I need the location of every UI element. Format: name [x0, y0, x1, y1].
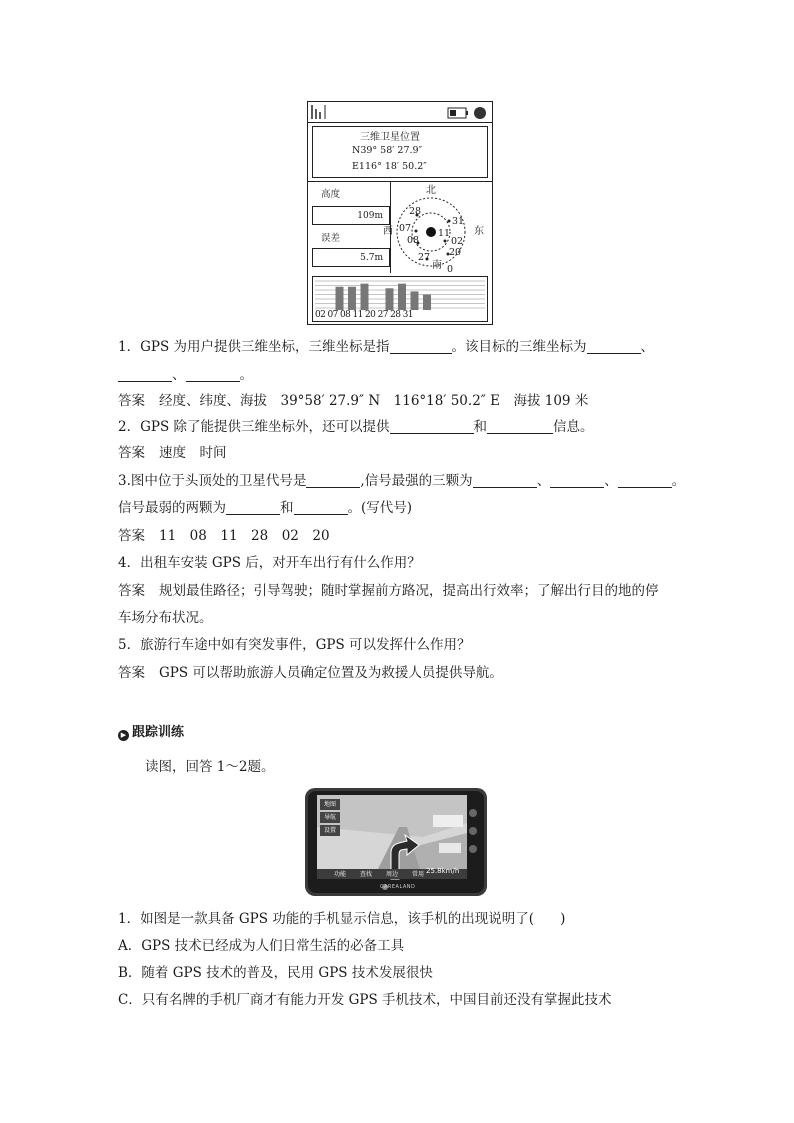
figure-title: 三维卫星位置	[360, 132, 420, 143]
altitude-label: 高度	[321, 189, 341, 200]
blank[interactable]	[186, 367, 240, 382]
mc1-option-a[interactable]: A．GPS 技术已经成为人们日常生活的必备工具	[118, 938, 405, 954]
sat-0: 0	[447, 264, 454, 275]
q2-text: 2．GPS 除了能提供三维坐标外，还可以提供	[118, 419, 390, 435]
gps-satellite-figure	[307, 101, 493, 325]
compass-north: 北	[426, 185, 436, 196]
signal-panel	[312, 276, 488, 322]
q3-text: 。(写代号)	[347, 500, 413, 516]
longitude: E116° 18′ 50.2″	[352, 161, 427, 172]
signal-bar	[386, 288, 394, 310]
sat-27: 27	[418, 252, 431, 263]
blank[interactable]	[473, 473, 537, 488]
nav-speed: 25.8km/h	[426, 867, 460, 875]
answer-4	[118, 582, 659, 600]
q3-text: 、	[536, 473, 551, 489]
status-bar	[308, 102, 492, 123]
question-2	[118, 418, 594, 436]
section-heading	[118, 724, 184, 742]
sat-08: 08	[407, 235, 420, 246]
answer-label: 答案	[118, 445, 145, 461]
nav-menu-common[interactable]: 常用	[412, 871, 425, 878]
play-circle-icon: ▶	[118, 730, 129, 741]
nav-brand: CAREALAND	[380, 884, 416, 890]
signal-bar	[348, 287, 356, 310]
question-5: 5．旅游行车途中如有突发事件，GPS 可以发挥什么作用？	[118, 637, 471, 653]
mc1-stem: )	[560, 911, 566, 927]
nav-menu-function[interactable]: 功能	[334, 871, 347, 878]
answer-text: 11 08 11 28 02 20	[159, 528, 330, 544]
sat-28: 28	[409, 206, 422, 217]
question-4: 4．出租车安装 GPS 后，对开车出行有什么作用？	[118, 555, 421, 571]
question-3	[118, 472, 685, 490]
signal-bar	[398, 284, 406, 310]
nav-menu-navigate[interactable]: 导航	[320, 812, 340, 823]
q1-text: 。	[239, 367, 253, 383]
signal-battery-icon	[308, 102, 492, 122]
section-intro: 读图，回答 1～2题。	[145, 759, 275, 775]
blank[interactable]	[587, 339, 641, 354]
signal-bar	[336, 287, 344, 310]
blank[interactable]	[487, 419, 553, 434]
nav-menu-map[interactable]: 地图	[320, 799, 340, 810]
blank[interactable]	[294, 500, 348, 515]
sat-07: 07	[399, 223, 412, 234]
signal-bar	[361, 284, 369, 310]
blank[interactable]	[550, 473, 604, 488]
blank[interactable]	[118, 367, 172, 382]
compass-south: 南	[432, 260, 442, 271]
q2-text: 和	[473, 419, 487, 435]
nav-side-menu	[320, 799, 340, 836]
q3-text: 和	[280, 500, 294, 516]
answer-label: 答案	[118, 528, 145, 544]
answer-text: 规划最佳路径；引导驾驶；随时掌握前方路况，提高出行效率；了解出行目的地的停	[159, 583, 659, 599]
mc-question-1	[118, 910, 565, 928]
q3-text: 。	[671, 473, 686, 489]
answer-label: 答案	[118, 665, 145, 681]
mc1-option-c[interactable]: C．只有名牌的手机厂商才有能力开发 GPS 手机技术，中国目前还没有掌握此技术	[118, 992, 612, 1008]
bar-axis-labels: 02 07 08 11 20 27 28 31	[315, 310, 413, 320]
blank[interactable]	[618, 473, 672, 488]
sat-11: 11	[438, 228, 451, 239]
answer-text: 经度、纬度、海拔 39°58′ 27.9″ N 116°18′ 50.2″ E 海拔 109 米	[159, 393, 589, 409]
answer-4-cont: 车场分布状况。	[118, 610, 213, 626]
signal-bar	[423, 295, 431, 311]
question-3-cont	[118, 499, 412, 517]
section-title: 跟踪训练	[132, 725, 185, 740]
answer-1	[118, 392, 588, 410]
answer-5	[118, 664, 503, 682]
question-1	[118, 338, 654, 356]
q1-text: 、	[640, 339, 654, 355]
nav-menu-settings[interactable]: 设置	[320, 825, 340, 836]
mc1-stem: 1．如图是一款具备 GPS 功能的手机显示信息，该手机的出现说明了(	[118, 911, 535, 927]
q1-text: 1．GPS 为用户提供三维坐标，三维坐标是指	[118, 339, 390, 355]
question-1-cont	[118, 366, 253, 384]
compass-east: 东	[474, 226, 484, 237]
error-value: 5.7m	[360, 252, 383, 263]
error-label: 误差	[321, 233, 341, 244]
q1-text: 。该目标的三维坐标为	[451, 339, 587, 355]
answer-2	[118, 444, 227, 462]
error-box	[312, 248, 390, 267]
blank[interactable]	[226, 500, 280, 515]
nav-bottom-menu	[334, 869, 424, 878]
q1-text: 、	[172, 367, 186, 383]
compass-west: 西	[383, 226, 393, 237]
answer-3	[118, 527, 330, 545]
q2-text: 信息。	[553, 419, 594, 435]
latitude: N39° 58′ 27.9″	[352, 145, 423, 156]
answer-text: GPS 可以帮助旅游人员确定位置及为救援人员提供导航。	[159, 665, 503, 681]
blank[interactable]	[390, 419, 474, 434]
q3-text: 3.图中位于头顶处的卫星代号是	[118, 473, 307, 489]
signal-bars	[313, 277, 487, 311]
answer-text: 速度 时间	[159, 445, 227, 461]
answer-label: 答案	[118, 583, 145, 599]
q3-text: ,信号最强的三颗为	[360, 473, 473, 489]
answer-label: 答案	[118, 393, 145, 409]
sat-20: 20	[449, 247, 462, 258]
nav-menu-nearby[interactable]: 周边	[386, 871, 399, 878]
blank[interactable]	[306, 473, 360, 488]
signal-bar	[411, 291, 419, 310]
blank[interactable]	[390, 339, 452, 354]
q3-text: 信号最弱的两颗为	[118, 500, 226, 516]
sat-31: 31	[452, 216, 465, 227]
sat-02: 02	[451, 236, 464, 247]
mc1-option-b[interactable]: B．随着 GPS 技术的普及，民用 GPS 技术发展很快	[118, 965, 433, 981]
q3-text: 、	[604, 473, 618, 489]
altitude-value: 109m	[357, 210, 383, 221]
nav-menu-search[interactable]: 查找	[360, 871, 373, 878]
altitude-box	[312, 206, 390, 225]
